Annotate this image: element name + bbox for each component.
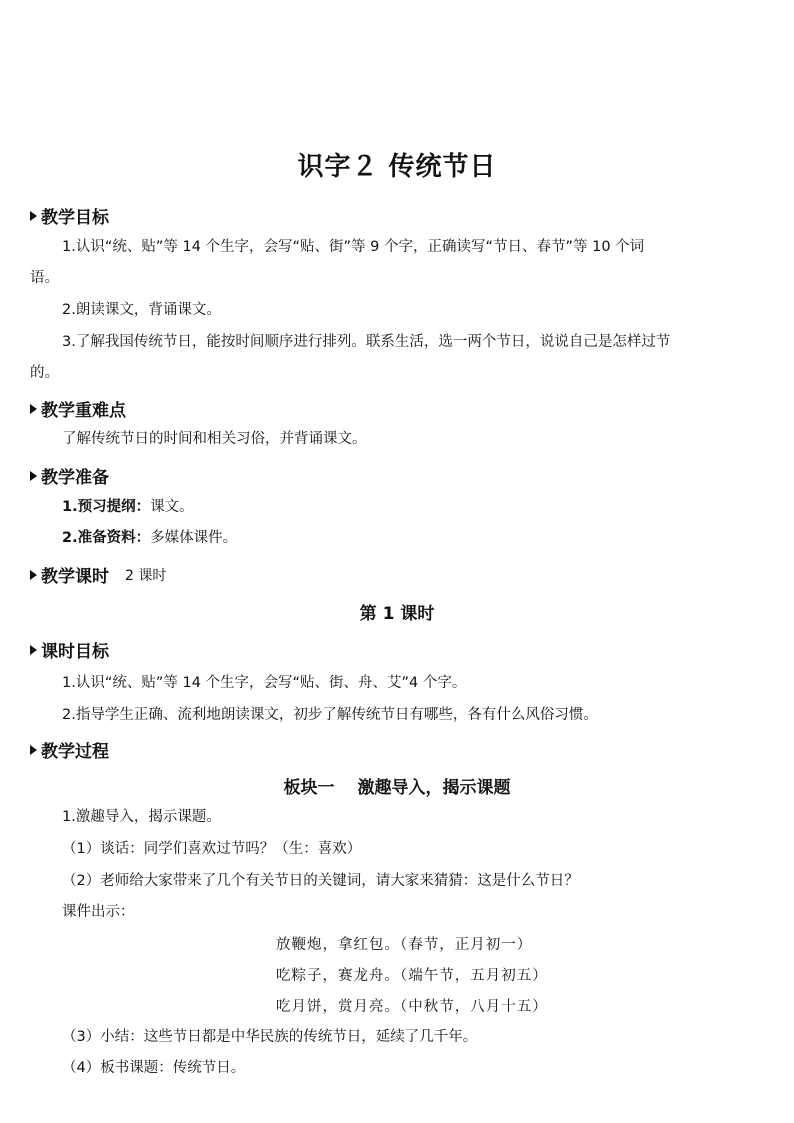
bullet-triangle-icon — [30, 471, 37, 481]
bullet-triangle-icon — [30, 404, 37, 414]
bullet-triangle-icon — [30, 645, 37, 655]
bullet-triangle-icon — [30, 745, 37, 755]
document-title: 识字２ 传统节日 — [297, 152, 497, 182]
preparation-item-2-value: 多媒体课件。 — [150, 530, 238, 546]
objective-1-line-1: 1.认识“统、贴”等 14 个生字，会写“贴、街”等 9 个字，正确读写“节日、春节”等 10 个词 — [62, 239, 645, 255]
lesson-objective-1: 1.认识“统、贴”等 14 个生字，会写“贴、街、舟、艾”4 个字。 — [62, 675, 467, 691]
section-label: 教学目标 — [41, 208, 109, 228]
courseware-label: 课件出示： — [62, 904, 135, 920]
section-key-points — [30, 396, 126, 421]
process-sub-1: （1）谈话：同学们喜欢过节吗？（生：喜欢） — [62, 841, 362, 857]
section-preparation — [30, 463, 109, 488]
section-label: 教学准备 — [41, 468, 109, 488]
section-teaching-process — [30, 737, 109, 762]
section-label: 课时目标 — [41, 642, 109, 662]
preparation-item-1-label: 1.预习提纲： — [62, 499, 151, 515]
section-label: 教学过程 — [41, 742, 109, 762]
section-label: 教学课时 — [41, 567, 109, 587]
section-label: 教学重难点 — [41, 401, 126, 421]
key-points-text: 了解传统节日的时间和相关习俗，并背诵课文。 — [62, 431, 367, 447]
section-teaching-objectives — [30, 203, 109, 228]
process-sub-4: （4）板书课题：传统节日。 — [62, 1060, 246, 1076]
objective-2: 2.朗读课文，背诵课文。 — [62, 302, 221, 318]
bullet-triangle-icon — [30, 211, 37, 221]
lesson-objective-2: 2.指导学生正确、流利地朗读课文，初步了解传统节日有哪些，各有什么风俗习惯。 — [62, 707, 598, 723]
objective-3-line-1: 3.了解我国传统节日，能按时间顺序进行排列。联系生活，选一两个节日，说说自己是怎样过节 — [62, 334, 671, 350]
teaching-hours-value: 2 课时 — [125, 567, 167, 584]
objective-3-line-2: 的。 — [30, 365, 59, 381]
bullet-triangle-icon — [30, 570, 37, 580]
section-lesson-objectives — [30, 637, 109, 662]
preparation-item-1 — [62, 497, 194, 517]
section-teaching-hours — [30, 562, 166, 587]
preparation-item-2-label: 2.准备资料： — [62, 530, 151, 546]
courseware-example-3: 吃月饼，赏月亮。（中秋节，八月十五） — [276, 999, 548, 1015]
process-sub-2: （2）老师给大家带来了几个有关节日的关键词，请大家来猜猜：这是什么节日？ — [62, 873, 579, 889]
process-sub-3: （3）小结：这些节日都是中华民族的传统节日，延续了几千年。 — [62, 1029, 478, 1045]
courseware-example-1: 放鞭炮，拿红包。（春节，正月初一） — [276, 937, 533, 953]
preparation-item-2 — [62, 528, 237, 548]
preparation-item-1-value: 课文。 — [150, 499, 194, 515]
lesson-heading: 第 1 课时 — [359, 604, 435, 624]
block-heading: 板块一 激趣导入，揭示课题 — [283, 778, 511, 798]
objective-1-line-2: 语。 — [30, 270, 59, 286]
process-step-1: 1.激趣导入，揭示课题。 — [62, 809, 221, 825]
courseware-example-2: 吃粽子，赛龙舟。（端午节，五月初五） — [276, 968, 548, 984]
